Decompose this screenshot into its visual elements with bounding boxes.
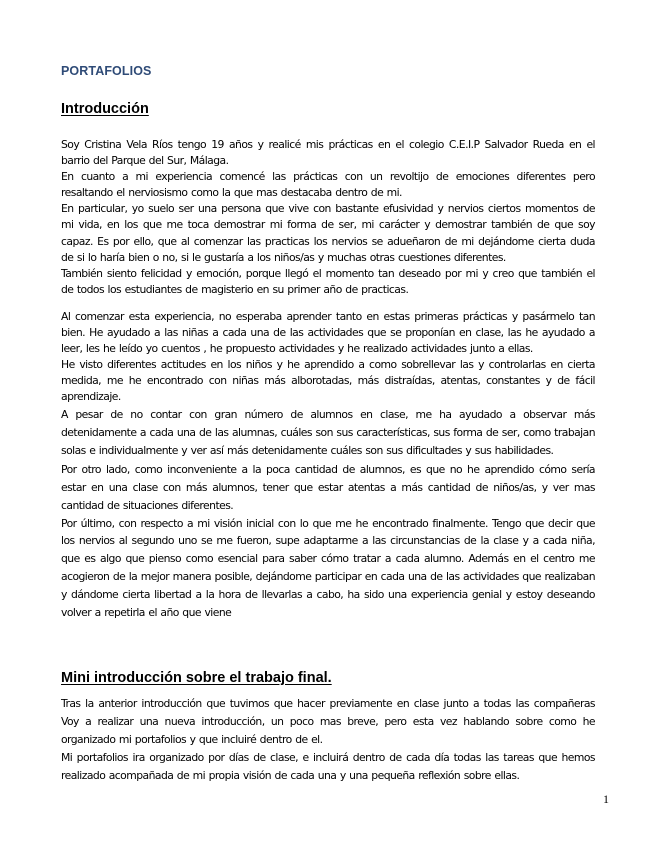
intro-paragraph: En cuanto a mi experiencia comencé las prácticas con un revoltijo de emociones diferentes pero resaltando el nerviosismo como la que mas destacaba dentro de mi. <box>61 170 595 200</box>
intro-paragraph: Soy Cristina Vela Ríos tengo 19 años y realicé mis prácticas en el colegio C.E.I.P Salvador Rueda en el barrio del Parque del Sur, Málaga. <box>61 138 595 168</box>
mini-intro-heading: Mini introducción sobre el trabajo final. <box>61 670 332 686</box>
intro-paragraph: En particular, yo suelo ser una persona que vive con bastante efusividad y nervios ciertos momentos de mi vida, en los que me toca demostrar mi forma de ser, mi carácter y demostrar también de que soy capaz. Es por ello, que al comenzar las practicas los nervios se adueñaron de mi dejándome cierta duda de si lo haría bien o no, si le gustaría a los niños/as y muchas otras cuestiones diferentes. <box>61 202 595 264</box>
intro-paragraph: También siento felicidad y emoción, porque llegó el momento tan deseado por mi y creo que también el de todos los estudiantes de magisterio en su primer año de practicas. <box>61 266 595 296</box>
mini-intro-section <box>61 695 595 785</box>
experience-paragraph: Por otro lado, como inconveniente a la poca cantidad de alumnos, es que no he aprendido cómo sería estar en una clase con más alumnos, tener que estar atentas a más cantidad de niños/as, y ver mas cantidad de situaciones diferentes. <box>61 462 595 512</box>
mini-intro-paragraph: Tras la anterior introducción que tuvimos que hacer previamente en clase junto a todas las compañeras Voy a realizar una nueva introducción, un poco mas breve, pero esta vez hablando sobre como he organizado mi portafolios y que incluiré dentro de el. <box>61 697 595 746</box>
experience-section <box>61 309 595 622</box>
document-title: PORTAFOLIOS <box>61 64 152 78</box>
experience-paragraph: Al comenzar esta experiencia, no esperaba aprender tanto en estas primeras prácticas y pasármelo tan bien. He ayudado a las niñas a cada una de las actividades que se proponían en clase, las he ayudado a leer, les he leído yo cuentos , he propuesto actividades y he realizado actividades junto a ellas. <box>61 310 595 356</box>
intro-section <box>61 137 595 298</box>
intro-heading: Introducción <box>61 101 149 117</box>
experience-paragraph: He visto diferentes actitudes en los niños y he aprendido a como sobrellevar las y controlarlas en cierta medida, me he encontrado con niñas más alborotadas, más distraídas, atentas, constantes y de fácil aprendizaje. <box>61 358 595 404</box>
experience-paragraph: Por último, con respecto a mi visión inicial con lo que me he encontrado finalmente. Tengo que decir que los nervios al segundo uno se me fueron, supe adaptarme a las circunstancias de la clase y a cada niña, que es algo que pienso como esencial para saber cómo tratar a cada alumno. Además en el centro me acogieron de la mejor manera posible, dejándome participar en cada una de las actividades que realizaban y dándome cierta libertad a la hora de llevarlas a cabo, ha sido una experiencia genial y estoy deseando volver a repetirla el año que viene <box>61 516 595 620</box>
page-number: 1 <box>603 792 609 806</box>
mini-intro-paragraph: Mi portafolios ira organizado por días de clase, e incluirá dentro de cada día todas las tareas que hemos realizado acompañada de mi propia visión de cada una y una pequeña reflexión sobre ellas. <box>61 750 595 782</box>
experience-paragraph: A pesar de no contar con gran número de alumnos en clase, me ha ayudado a observar más detenidamente a cada una de las alumnas, cuáles son sus características, sus forma de ser, como trabajan solas e individualmente y ver así más detenidamente cuáles son sus dificultades y sus habilidades. <box>61 407 595 458</box>
